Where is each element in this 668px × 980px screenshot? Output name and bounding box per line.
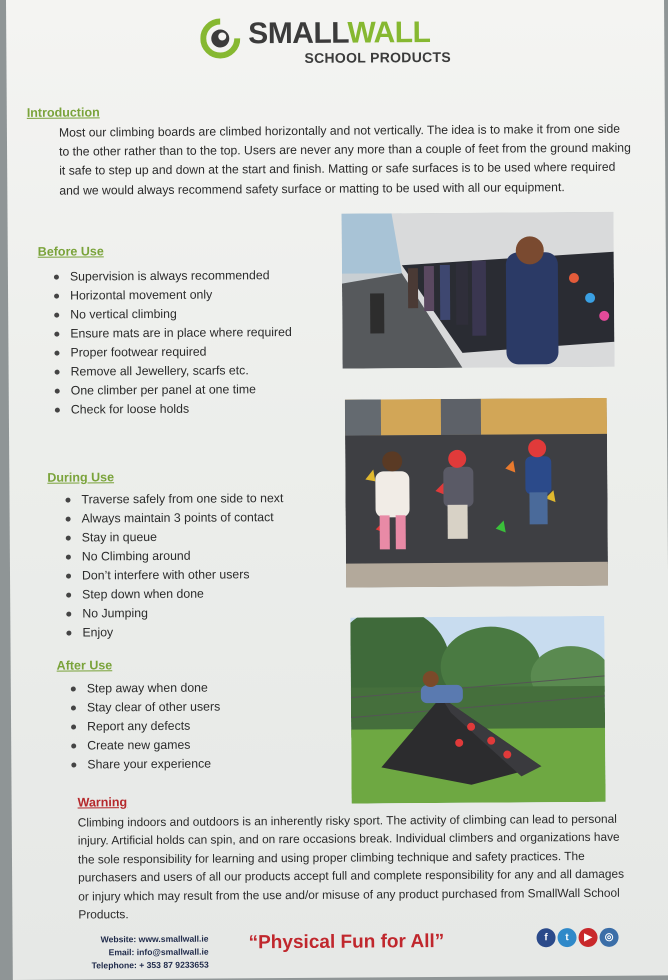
list-item: Proper footwear required bbox=[52, 342, 292, 363]
telephone-text: Telephone: + 353 87 9233653 bbox=[91, 959, 209, 971]
list-item: Stay in queue bbox=[64, 527, 284, 548]
youtube-icon[interactable]: ▶ bbox=[578, 928, 597, 947]
list-item: No Climbing around bbox=[64, 546, 284, 567]
list-item: One climber per panel at one time bbox=[53, 380, 293, 401]
during-use-list bbox=[63, 489, 284, 643]
photo-schoolyard-wall bbox=[341, 212, 614, 369]
social-icons bbox=[536, 928, 618, 948]
before-use-heading: Before Use bbox=[37, 244, 104, 259]
twitter-icon[interactable]: t bbox=[557, 928, 576, 947]
brand-name bbox=[248, 15, 430, 52]
website-text: Website: www.smallwall.ie bbox=[100, 933, 209, 945]
list-item: Step down when done bbox=[64, 584, 284, 605]
list-item: Always maintain 3 points of contact bbox=[64, 508, 284, 529]
list-item: Step away when done bbox=[69, 679, 220, 699]
list-item: No vertical climbing bbox=[52, 304, 292, 325]
list-item: Traverse safely from one side to next bbox=[63, 489, 283, 510]
brand-name-small: SMALL bbox=[248, 16, 348, 51]
warning-heading: Warning bbox=[77, 795, 128, 810]
warning-text: Climbing indoors and outdoors is an inherently risky sport. The activity of climbing can lead to personal injury. Artificial holds can spin, and on rare occasions break. Individual climbers and organizations have the sole responsibility for learning and using proper climbing technique and safety practices. The purchasers and users of all our products accept full and complete responsibility for any and all damages or injury which may result from the use and/or misuse of any product purchased from SmallWall School Products. bbox=[77, 811, 625, 922]
brand-name-wall: WALL bbox=[347, 16, 431, 50]
list-item: Horizontal movement only bbox=[52, 285, 292, 306]
list-item: Enjoy bbox=[64, 622, 284, 643]
email-text: Email: info@smallwall.ie bbox=[108, 946, 209, 958]
intro-text: Most our climbing boards are climbed horizontally and not vertically. The idea is to make it from one side to the other rather than to the top. Users are never any more than a couple of feet from the ground making it safe to step up and down at the start and finish. Matting or safe surfaces is to be used where required and we would always recommend safety surface or matting to be used with all our equipment. bbox=[58, 121, 631, 198]
contact-info bbox=[73, 933, 209, 973]
list-item: Don’t interfere with other users bbox=[64, 565, 284, 586]
slogan: “Physical Fun for All” bbox=[248, 930, 445, 954]
list-item: Report any defects bbox=[69, 717, 220, 737]
intro-heading: Introduction bbox=[26, 105, 100, 120]
after-use-list bbox=[69, 679, 221, 775]
facebook-icon[interactable]: f bbox=[536, 928, 555, 947]
brand-logo bbox=[196, 11, 476, 73]
list-item: Ensure mats are in place where required bbox=[52, 323, 292, 344]
logo-swirl-icon bbox=[200, 18, 240, 58]
list-item: Remove all Jewellery, scarfs etc. bbox=[53, 361, 293, 382]
list-item: No Jumping bbox=[64, 603, 284, 624]
brand-tagline: SCHOOL PRODUCTS bbox=[304, 48, 452, 66]
photo-outdoor-a-frame bbox=[350, 616, 605, 804]
photo-brick-wall-climbers bbox=[345, 398, 608, 588]
before-use-list bbox=[52, 266, 293, 420]
list-item: Supervision is always recommended bbox=[52, 266, 292, 287]
list-item: Check for loose holds bbox=[53, 399, 293, 420]
after-use-heading: After Use bbox=[56, 658, 113, 673]
during-use-heading: During Use bbox=[47, 470, 115, 485]
flyer-page bbox=[6, 0, 668, 980]
instagram-icon[interactable]: ◎ bbox=[599, 928, 618, 947]
list-item: Create new games bbox=[69, 736, 220, 756]
list-item: Share your experience bbox=[69, 755, 220, 775]
list-item: Stay clear of other users bbox=[69, 698, 220, 718]
